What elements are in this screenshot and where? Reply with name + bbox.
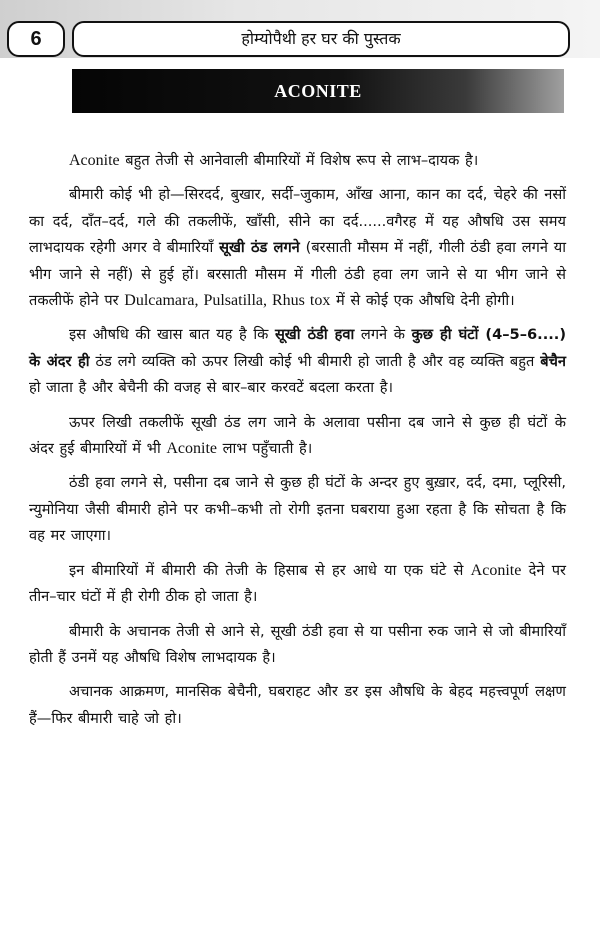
text-run: ठंडी हवा लगने से, पसीना दब जाने से कुछ ही घंटों के अन्दर हुए बुख़ार, दर्द, दमा, प्लूरिसी, न्युमोनिया जैसी बीमारी होने पर कभी–कभी तो रोगी इतना घबराया हुआ रहता है कि सोचता है कि वह मर जाएगा।: [29, 474, 566, 545]
remedy-name: Aconite: [166, 440, 218, 458]
text-run: अचानक आक्रमण, मानसिक बेचैनी, घबराहट और डर इस औषधि के बेहद महत्त्वपूर्ण लक्षण हैं—फिर बीमारी चाहे जो हो।: [29, 683, 566, 727]
text-run: (बरसाती मौसम में नहीं, गीली ठंडी हवा लगने या भीग जाने से नहीं) से हुई हों। बरसाती मौसम में गीली ठंडी हवा लग जाने से या भीग जाने से तकलीफें होने पर: [29, 239, 567, 310]
text-run: लाभ पहुँचाती है।: [217, 440, 313, 458]
text-run: बीमारी के अचानक तेजी से आने से, सूखी ठंडी हवा से या पसीना रुक जाने से जो बीमारियाँ होती हैं उनमें यह औषधि विशेष लाभदायक है।: [29, 622, 566, 666]
text-run: बीमारी कोई भी हो—सिरदर्द, बुखार, सर्दी–जुकाम, आँख आना, कान का दर्द, चेहरे की नसों का दर्द, दाँत–दर्द, गले की तकलीफें, खाँसी, सीने का दर्द......वगैरह में यह औषधि उस समय लाभदायक रहेगी अगर वे बीमारियाँ: [29, 186, 566, 257]
text-run: बहुत तेजी से आनेवाली बीमारियों में विशेष रूप से लाभ–दायक है।: [119, 152, 479, 169]
remedy-names: Dulcamara, Pulsatilla, Rhus tox: [124, 292, 331, 310]
paragraph-1: [29, 148, 566, 174]
chapter-banner: [72, 69, 564, 113]
text-run: इन बीमारियों में बीमारी की तेजी के हिसाब से हर आधे या एक घंटे से: [69, 561, 471, 579]
text-run: इस औषधि की खास बात यह है कि: [69, 326, 275, 344]
text-run: लगने के: [354, 326, 412, 344]
remedy-name: Aconite: [69, 152, 120, 169]
emphasis-text: बेचैन: [540, 352, 566, 370]
body-text: [29, 148, 566, 740]
emphasis-text: कुछ ही घंटों (4–5–6....) के अंदर ही: [29, 326, 566, 370]
remedy-name: Aconite: [470, 561, 522, 579]
page-number: 6: [7, 21, 65, 57]
emphasis-text: सूखी ठंड लगने: [219, 239, 300, 257]
paragraph-7: [29, 619, 566, 672]
paragraph-5: [29, 470, 566, 549]
chapter-title: ACONITE: [274, 81, 362, 101]
text-run: ठंड लगे व्यक्ति को ऊपर लिखी कोई भी बीमारी हो जाती है और वह व्यक्ति बहुत: [89, 352, 541, 370]
paragraph-3: [29, 322, 566, 401]
text-run: में से कोई एक औषधि देनी होगी।: [330, 292, 515, 310]
paragraph-4: [29, 410, 566, 463]
text-run: ऊपर लिखी तकलीफें सूखी ठंड लग जाने के अलावा पसीना दब जाने से कुछ ही घंटों के अंदर हुई बीमारियों में भी: [29, 413, 566, 458]
book-title: होम्योपैथी हर घर की पुस्तक: [72, 21, 570, 57]
paragraph-6: [29, 558, 566, 611]
paragraph-2: [29, 182, 566, 314]
emphasis-text: सूखी ठंडी हवा: [274, 326, 355, 344]
paragraph-8: [29, 679, 566, 732]
text-run: देने पर तीन–चार घंटों में ही रोगी ठीक हो जाता है।: [29, 561, 566, 606]
text-run: हो जाता है और बेचैनी की वजह से बार–बार करवटें बदला करता है।: [29, 379, 393, 397]
